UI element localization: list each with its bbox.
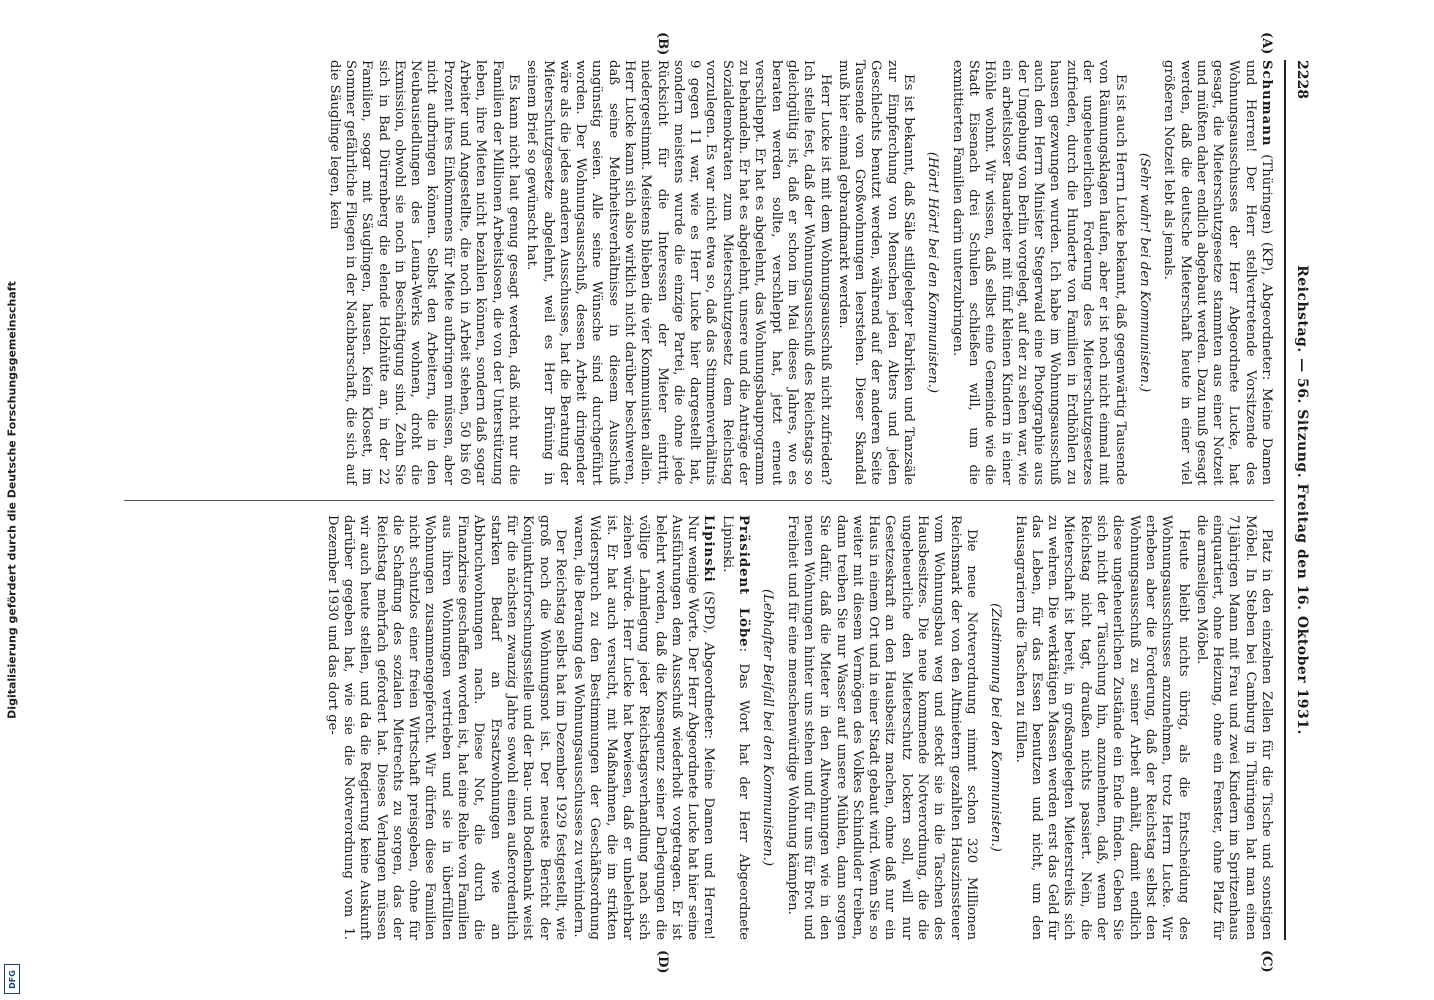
- paragraph-text: Platz in den einzelnen Zellen für die Tische und sonstigen Möbel. In Steben bei Camburg in Thüringen hat man einen 71jährigen Mann mit Frau und zwei Kindern im Spritzenhaus einquartiert, ohne Heizung, ohne ein Fenster, ohne Platz für die armseligen Möbel.: [1193, 515, 1274, 940]
- paragraph: [570, 515, 717, 940]
- column-divider: [124, 500, 1274, 501]
- right-column: [321, 515, 1274, 940]
- paragraph-text: Die neue Notverordnung nimmt schon 320 Millionen Reichsmark der von den Altmietern gezahlten Hauszinssteuer vom Wohnungsbau weg und steckt sie in die Taschen des Hausbesitzes. Die neue kommende Notverordnung, die die ungeheuerliche den Mieterschutz lockern soll, will nur Gesetzeskraft an den Hausbesitz machen, ohne daß nur ein Haus in einem Ort und in einer Stadt gebaut wird. Wenn Sie so weiter mit diesem Vermögen des Volkes Schindluder treiben, dann treiben Sie nur Wasser auf unsere Mühlen, dann sorgen Sie dafür, daß die Mieter in den Altwohnungen wie in den neuen Wohnungen hinter uns stehen und für uns für Brot und Freiheit und für eine menschenwürdige Wohnung kämpfen.: [784, 515, 979, 940]
- margin-marker-c: (C): [1259, 950, 1274, 973]
- paragraph-text: Es ist auch Herrn Lucke bekannt, daß gegenwärtig Tausende von Räumungsklagen laufen, aber er ist noch nicht einmal mit der ungeheuerlichen Forderung des Mieterschutzgesetzes zufrieden, durch die Hunderte von Familien in Erdhöhlen zu hausen gezwungen wurden. Ich habe im Wohnungsausschuß auch dem Herrn Minister Stegerwald eine Photographie aus der Umgebung von Berlin vorgelegt, auf der zu sehen war, wie ein arbeitsloser Bauarbeiter mit fünf kleinen Kindern in einer Höhle wohnt. Wir wissen, daß selbst eine Gemeinde wie die Stadt Eisenach drei Schulen schließen will, um die exmittierten Familien darin unterzubringen.: [949, 60, 1128, 485]
- dfg-logo-text: DFG: [7, 969, 17, 989]
- paragraph: [523, 60, 833, 485]
- rotated-page: [110, 32, 1310, 974]
- paragraph-text: Herr Lucke ist mit dem Wohnungsausschuß nicht zufrieden? Ich stelle fest, daß der Wohnungsausschuß des Reichstags so gleichgültig ist, daß er schon im Mai dieses Jahres, wo es beraten werden sollte, verschleppt hat, jetzt erneut verschleppt. Er hat es abgelehnt, das Wohnungsbauprogramm zu behandeln. Er hat es abgelehnt, unsere und die Anträge der Sozialdemokraten zum Mieterschutzgesetz dem Reichstag vorzulegen. Es war nicht etwa so, daß das Stimmenverhältnis 9 gegen 11 war, wie es Herr Lucke hier dargestellt hat, sondern meistens wurde die einzige Partei, die ohne jede Rücksicht für die Interessen der Mieter eintritt, niedergestimmt. Meistens blieben die vier Kommunisten allein. Herr Lucke kann sich also wirklich nicht darüber beschweren, daß seine Mehrheitsverhältnisse in diesem Ausschuß ungünstig seien. Alle seine Wünsche sind durchgeführt worden. Der Wohnungsausschuß, dessen Arbeit dringender wäre als die jedes anderen Ausschusses, hat die Beratung der Mieterschutzgesetze abgelehnt, weil es Herr Brüning in seinem Brief so gewünscht hat.: [524, 60, 833, 485]
- paragraph-text: (SPD), Abgeordneter: Meine Damen und Herren! Nur wenige Worte. Der Herr Abgeordnete Lucke hat hier seine Ausführungen dem Ausschuß wiederholt vorgetragen. Er ist belehrt worden, daß die Konsequenz seiner Darlegungen die völlige Lahmlegung jeder Reichstagsverhandlung nach sich ziehen würde. Herr Lucke hat bewiesen, daß er unbelehrbar ist. Er hat auch versucht, mit Maßnahmen, die im strikten Widerspruch zu den Bestimmungen der Geschäftsordnung waren, die Beratung des Wohnungsausschusses zu verhindern.: [571, 515, 717, 940]
- interjection: (Hört! Hört! bei den Kommunisten.): [925, 151, 941, 394]
- paragraph: [1193, 515, 1274, 940]
- speaker-name: Präsident Löbe: [736, 515, 752, 648]
- paragraph-text: Es kann nicht laut genug gesagt werden, daß nicht nur die Familien der Millionen Arbeitslosen, die von der Unterstützung leben, ihre Mieten nicht bezahlen können, sondern daß sogar Arbeiter und Angestellte, die noch in Arbeit stehen, 50 bis 60 Prozent ihres Einkommens für Miete aufbringen müssen, aber nicht aufbringen können. Selbst den Arbeitern, die in den Neubausiedlungen des Leuna-Werks wohnen, droht die Exmission, obwohl sie noch in Beschäftigung sind. Zehn Sie sich in Bad Dürrenberg die elende Holzhütte an, in der 22 Familien, sogar mit Säuglingen, hausen. Kein Klosett, im Sommer gefährliche Fliegen in der Nachbarschaft, die sich auf die Säuglinge legen, kein: [326, 60, 521, 485]
- paragraph-text: Es ist bekannt, daß Säle stillgelegter Fabriken und Tanzsäle zur Einpferchung von Menschen jeden Alters und jeden Geschlechts benutzt werden, während auf der anderen Seite Tausende von Großwohnungen leerstehen. Dieser Skandal muß hier einmal gebrandmarkt werden.: [835, 60, 917, 485]
- paragraph-text: Heute bleibt nichts übrig, als die Entscheidung des Wohnungsausschusses anzunehmen, trotz Herrn Lucke. Wir erheben aber die Forderung, daß der Reichstag selbst den Wohnungsausschuß zu seiner Arbeit anhält, damit endlich diese ungeheuerlichen Zustände ein Ende finden. Geben Sie sich nicht der Täuschung hin, anzunehmen, daß, wenn der Reichstag nicht tagt, draußen nichts passiert. Nein, die Mieterschaft ist bereit, in großangelegten Mieterstreiks sich zu wehren. Die werktätigen Massen werden erst das Geld für das Leben, für das Essen benutzen und nicht, um den Hausagrariern die Taschen zu füllen.: [1012, 515, 1191, 940]
- page-header: [1284, 60, 1310, 940]
- margin-marker-d: (D): [655, 950, 670, 974]
- running-title: Reichstag. — 56. Sitzung. Freitag den 16. Oktober 1931.: [1294, 265, 1310, 735]
- page-number: 2228: [1294, 60, 1310, 99]
- dfg-logo: [4, 964, 20, 994]
- paragraph: [1011, 515, 1190, 940]
- interjection: (Sehr wahr! bei den Kommunisten.): [1136, 152, 1152, 393]
- paragraph: [948, 60, 1127, 485]
- paragraph-text: : Das Wort hat der Herr Abgeordnete Lipinski.: [719, 515, 752, 940]
- paragraph: [783, 515, 979, 940]
- paragraph: [835, 60, 916, 485]
- credit-text: Digitalisierung gefördert durch die Deutsche Forschungsgemeinschaft: [5, 281, 19, 719]
- margin-marker-b: (B): [655, 32, 670, 56]
- paragraph: [323, 515, 567, 940]
- digitization-credit: [0, 0, 24, 1000]
- speaker-name: Schumann: [1259, 60, 1274, 147]
- paragraph: [1160, 60, 1274, 485]
- paragraph-text: Der Reichstag selbst hat im Dezember 1929 festgestellt, wie groß noch die Wohnungsnot ist. Der neueste Bericht der Konjunkturforschungsstelle und der Bau- und Bodenbank weist für die nächsten zwanzig Jahre sowohl einen außerordentlich starken Bedarf an Ersatzwohnungen wie an Abbruchwohnungen nach. Diese Not, die durch die Finanzkrise geschaffen worden ist, hat eine Reihe von Familien aus ihren Wohnungen vertrieben und sie in überfüllten Wohnungen zusammengepfercht. Wir dürfen diese Familien nicht schutzlos einer freien Wirtschaft preisgeben, ohne für die Schaffung des sozialen Mietrechts zu sorgen, das der Reichstag mehrfach gefordert hat. Dieses Verlangen müssen wir auch heute stellen, und da die Regierung keine Auskunft darüber gegeben hat, wie sie die Notverordnung vom 1. Dezember 1930 und das dort ge-: [324, 515, 568, 940]
- interjection: (Zustimmung bei den Kommunisten.): [988, 603, 1004, 852]
- speaker-name: Lipinski: [701, 515, 717, 583]
- paragraph-text: (Thüringen) (KP), Abgeordneter: Meine Damen und Herren! Der Herr stellvertretende Vorsitzende des Wohnungsausschusses der Herr Abgeordnete Lucke, hat gesagt, die Mieterschutzgesetze stammten aus einer Notzeit und müßten daher endlich abgebaut werden. Dazu muß gesagt werden, daß die deutsche Mieterschaft heute in einer viel größeren Notzeit lebt als jemals.: [1161, 60, 1274, 485]
- paragraph: [719, 515, 752, 940]
- left-column: [323, 60, 1274, 485]
- paragraph: [325, 60, 521, 485]
- interjection: (Lebhafter Beifall bei den Kommunisten.): [760, 588, 776, 866]
- margin-marker-a: (A): [1259, 32, 1274, 55]
